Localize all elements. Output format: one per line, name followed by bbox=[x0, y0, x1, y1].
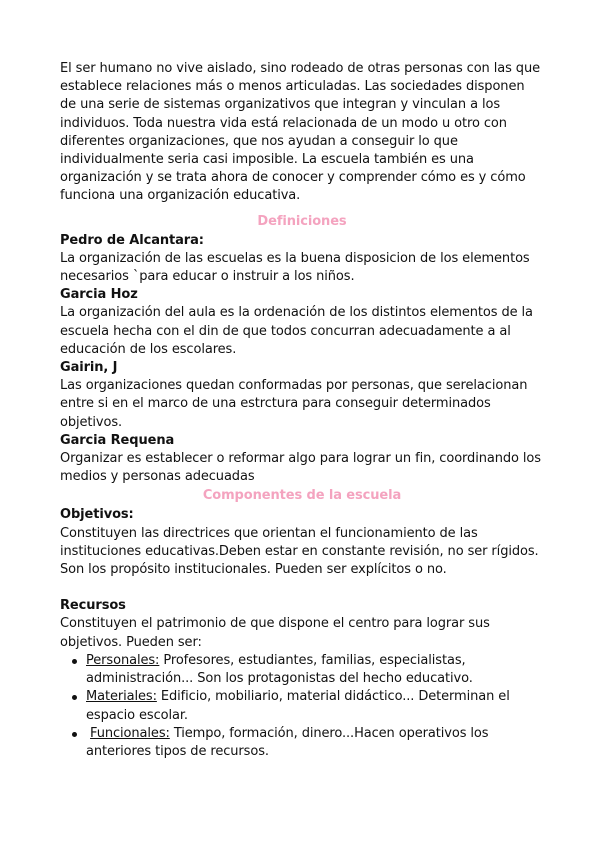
definition-author: Gairin, J bbox=[60, 360, 118, 376]
recursos-section bbox=[60, 597, 544, 761]
objetivos-section bbox=[60, 506, 544, 579]
recurso-text: Edificio, mobiliario, material didáctico... Determinan el espacio escolar. bbox=[86, 689, 510, 723]
definition-item bbox=[60, 359, 544, 432]
recurso-text: Tiempo, formación, dinero...Hacen operativos los anteriores tipos de recursos. bbox=[86, 725, 489, 759]
bullet-icon bbox=[72, 695, 77, 700]
definition-author: Garcia Requena bbox=[60, 432, 175, 448]
recurso-label: Materiales: bbox=[86, 689, 157, 705]
recursos-list bbox=[60, 652, 544, 761]
recursos-text: Constituyen el patrimonio de que dispone el centro para lograr sus objetivos. Pueden ser: bbox=[60, 616, 490, 650]
definition-text: Las organizaciones quedan conformadas por personas, que serelacionan entre si en el marco de una estrctura para conseguir determinados objetivos. bbox=[60, 378, 528, 430]
list-item bbox=[72, 688, 544, 724]
definition-item bbox=[60, 286, 544, 359]
recurso-text: Profesores, estudiantes, familias, especialistas, administración... Son los protagonistas del hecho educativo. bbox=[86, 652, 473, 687]
objetivos-text: Constituyen las directrices que orientan el funcionamiento de las instituciones educativas.Deben estar en constante revisión, no ser rígidos. Son los propósito institucionales. Pueden ser explícitos o no. bbox=[60, 525, 539, 578]
definition-author: Garcia Hoz bbox=[60, 287, 138, 303]
intro-paragraph: El ser humano no vive aislado, sino rodeado de otras personas con las que establece relaciones más o menos articuladas. Las sociedades disponen de una serie de sistemas organizativos que integran y vinculan a los individuos. Toda nuestra vida está relacionada de un modo u otro con diferentes organizaciones, que nos ayudan a conseguir lo que individualmente seria casi imposible. La escuela también es una organización y se trata ahora de conocer y comprender cómo es y cómo funciona una organización educativa. bbox=[60, 61, 540, 204]
list-item bbox=[72, 652, 544, 688]
components-title: Componentes de la escuela bbox=[202, 488, 402, 504]
definitions-title: Definiciones bbox=[257, 213, 347, 229]
definition-text: La organización de las escuelas es la buena disposicion de los elementos necesarios `para educar o instruir a los niños. bbox=[60, 250, 530, 285]
definition-item bbox=[60, 432, 544, 487]
recurso-label: Funcionales: bbox=[90, 725, 170, 741]
objetivos-heading: Objetivos: bbox=[60, 507, 134, 523]
list-item bbox=[72, 725, 544, 761]
definition-author: Pedro de Alcantara: bbox=[60, 232, 204, 248]
bullet-icon bbox=[72, 659, 77, 664]
recursos-heading: Recursos bbox=[60, 598, 126, 614]
bullet-icon bbox=[72, 732, 77, 737]
definition-text: La organización del aula es la ordenación de los distintos elementos de la escuela hecha con el din de que todos concurran adecuadamente a al educación de los escolares. bbox=[60, 305, 533, 357]
document-page bbox=[60, 60, 544, 761]
definition-item bbox=[60, 232, 544, 287]
section-spacer bbox=[60, 579, 544, 597]
recurso-label: Personales: bbox=[86, 652, 160, 668]
definition-text: Organizar es establecer o reformar algo para lograr un fin, coordinando los medios y personas adecuadas bbox=[60, 451, 541, 485]
